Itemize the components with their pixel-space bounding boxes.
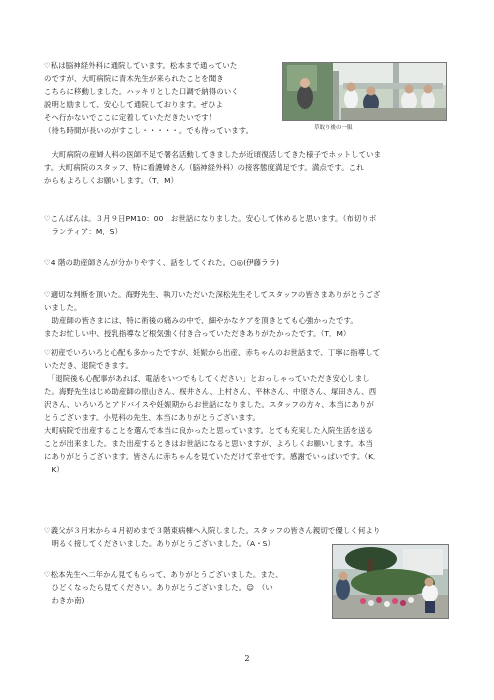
text-line: 明るく接してくださいました。ありがとうございました。（A・S） (44, 539, 275, 548)
text-line: からもよろしくお願いします。（T．M） (44, 176, 179, 185)
people-resting-image (283, 63, 446, 120)
text-line: す。大町病院のスタッフ、特に看護婦さん（脳神経外科）の接客態度満足です。満点です。これ (44, 163, 364, 172)
text-line: ひどくなったら見てください。ありがとうございました。☺ （い (44, 583, 273, 592)
text-line: た。海野先生はじめ助産師の原山さん、桜井さん、上村さん、平林さん、中原さん、塚田さん、西 (44, 387, 377, 396)
text-line: いました。 (44, 303, 82, 312)
text-line: にありがとうございます。皆さんに赤ちゃんを見ていただけて幸せです。感謝でいっぱいです。（K． (44, 452, 381, 461)
text-line: 説明と励まして、安心して通院しております。ぜひよ (44, 100, 224, 109)
flower-planting-image (333, 545, 448, 618)
text-line: ♡初産でいろいろと心配も多かったですが、妊娠から出産、赤ちゃんのお世話まで、丁寧に指導して (44, 348, 381, 357)
text-line: ことが出来ました。また出産するときはお世話になると思いますが、よろしくお願いします。本当 (44, 439, 373, 448)
garden-break-photo (282, 62, 447, 121)
text-line: 助産師の皆さまには、特に術後の痛みの中で、細やかなケアを頂きとても心強かったです。 (44, 316, 358, 325)
comment-entry-4 (44, 256, 454, 269)
text-line: K） (44, 465, 64, 474)
text-line: ♡こんばんは。３月９日PM10：00 お世話になりました。安心して休めると思います。（布切りボ (44, 214, 377, 223)
text-line: ♡松本先生へ二年かん見てもらって、ありがとうございました。また、 (44, 570, 283, 579)
text-line: （待ち時間が長いのがすこし・・・・・。でも待っています。 (44, 126, 254, 135)
text-line: とうございます。小児科の先生、本当にありがとうございます。 (44, 413, 261, 422)
text-line: のですが、大町病院に青木先生が来られたことを聞き (44, 74, 224, 83)
page-number: 2 (244, 654, 250, 663)
text-line: 大町病院の産婦人科の医師不足で署名活動してきましたが近頃復活してきた様子でホットしていま (44, 150, 382, 159)
text-line: こちらに移動しました。ハッキリとした口調で納得のいく (44, 87, 239, 96)
comment-entry-5 (44, 288, 454, 340)
comment-entry-6 (44, 346, 454, 476)
text-line: そへ行かないでここに定着していただきたいです！ (44, 113, 217, 122)
text-line: ♡4 階の助産師さんが分かりやすく、話をしてくれた。○◎(伊藤ララ) (44, 258, 280, 267)
text-line: いただき、退院できます。 (44, 361, 134, 370)
text-line: 沢さん、いろいろとアドバイスや妊娠期からお世話になりました。スタッフの方々、本当にありが (44, 400, 374, 409)
text-line: わきか南) (44, 596, 85, 605)
comment-entry-8 (44, 568, 324, 607)
comment-entry-3 (44, 212, 454, 238)
comment-entry-1 (44, 59, 284, 137)
comment-entry-2 (44, 148, 454, 187)
text-line: またお忙しい中、授乳指導など根気強く付き合っていただきありがたかったです。（T．M） (44, 329, 351, 338)
text-line: ♡私は脳神経外科に通院しています。松本まで通っていた (44, 61, 238, 70)
photo-caption: 草取り後の一服 (314, 125, 353, 131)
text-line: ♡義父が３月末から４月初めまで３階東病棟へ入院しました。スタッフの皆さん親切で優しく何より (44, 526, 381, 535)
text-line: ランティア：M．S） (44, 227, 123, 236)
text-line: 大町病院で出産することを選んで本当に良かったと思っています。とても充実した入院生活を送る (44, 426, 373, 435)
text-line: ♡適切な判断を頂いた。海野先生、執刀いただいた深松先生そしてスタッフの皆さまありがとうござ (44, 290, 381, 299)
flower-bed-photo (332, 544, 449, 619)
text-line: 「退院後も心配事があれば、電話をいつでもしてください」とおっしゃっていただき安心しまし (44, 374, 370, 383)
